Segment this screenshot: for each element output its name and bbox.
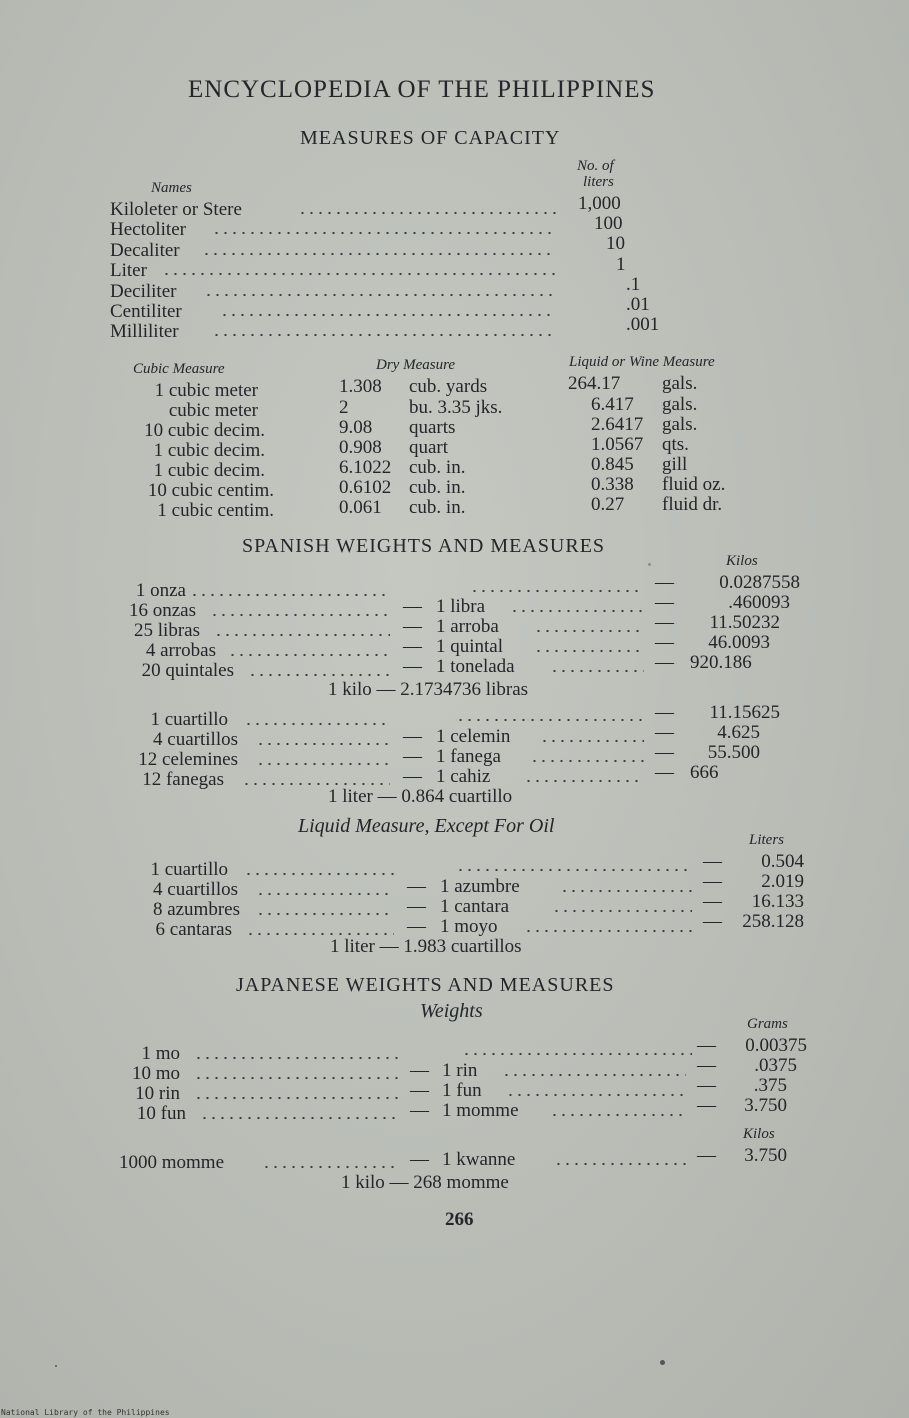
grams-header: Grams [747,1016,788,1032]
liquid-number: 6.417 [591,394,634,415]
footer-credit: National Library of the Philippines [1,1408,170,1417]
dash: — [655,592,674,613]
dry-measure-header: Dry Measure [376,357,456,373]
dash: — [403,656,422,677]
dry-unit: cub. in. [409,497,466,518]
leader-dots [210,613,390,617]
unit-left: 20 quintales [141,660,234,681]
dash: — [403,726,422,747]
paper-speck [648,563,651,566]
dry-number: 0.6102 [339,477,392,498]
dash: — [403,596,422,617]
liquid-unit: fluid dr. [662,494,723,515]
unit-value: 3.750 [744,1145,787,1166]
leader-dots [534,649,644,653]
leader-dots [248,673,390,677]
dry-number: 9.08 [339,417,373,438]
unit-left: 25 libras [134,620,200,641]
unit-right: 1 libra [436,596,486,617]
leader-dots [200,1116,398,1120]
paper-speck [55,1365,57,1367]
leader-dots [552,909,692,913]
unit-left: 1 cuartillo [150,859,228,880]
leader-dots [190,593,390,597]
leader-dots [162,272,556,276]
weights-subheading: Weights [420,1000,483,1022]
unit-value: 2.019 [761,871,804,892]
leader-dots [262,1165,398,1169]
unit-value: 4.625 [717,722,760,743]
unit-right: 1 kwanne [442,1149,516,1170]
dry-number: 6.1022 [339,457,392,478]
liters-header-line1: No. of [577,158,614,174]
unit-left: 16 onzas [128,600,196,621]
unit-left: 12 fanegas [142,769,224,790]
dry-number: 0.061 [339,497,382,518]
unit-value: 11.50232 [709,612,780,633]
unit-right: 1 fanega [436,746,501,767]
capacity-name: Liter [110,260,147,281]
capacity-name: Hectoliter [110,219,186,240]
liters-header: Liters [749,832,785,848]
cubic-cell: 1 cubic centim. [157,500,274,521]
unit-value: .375 [753,1075,787,1096]
capacity-value: .001 [626,314,660,335]
leader-dots [212,231,556,235]
dash: — [703,851,722,872]
capacity-name: Milliliter [110,321,179,342]
cubic-cell: 10 cubic centim. [147,480,274,501]
dash: — [407,916,426,937]
unit-right: 1 celemin [436,726,511,747]
leader-dots [524,929,692,933]
leader-dots [256,742,390,746]
capacity-value: .1 [626,274,641,295]
leader-dots [194,1096,398,1100]
dash: — [655,652,674,673]
leader-dots [298,211,556,215]
unit-value: 16.133 [751,891,804,912]
unit-value: 11.15625 [709,702,780,723]
unit-left: 12 celemines [138,749,238,770]
dash: — [403,616,422,637]
dash: — [655,612,674,633]
dry-unit: cub. yards [409,376,488,397]
liter-note: 1 liter — 0.864 cuartillo [328,786,513,807]
unit-left: 4 arrobas [145,640,216,661]
dash: — [697,1145,716,1166]
unit-right: 1 quintal [436,636,504,657]
unit-right: 1 cantara [440,896,510,917]
dash: — [697,1075,716,1096]
cubic-cell: cubic meter [168,400,258,421]
dash: — [655,742,674,763]
dry-unit: cub. in. [409,457,466,478]
leader-dots [214,633,390,637]
liters-header-line2: liters [583,174,614,190]
unit-left: 1 onza [135,580,186,601]
unit-value: 46.0093 [708,632,770,653]
dash: — [655,722,674,743]
dry-unit: quarts [409,417,456,438]
dash: — [697,1035,716,1056]
capacity-name: Centiliter [110,301,182,322]
kilos-header-japanese: Kilos [743,1126,775,1142]
unit-right: 1 arroba [436,616,499,637]
dash: — [407,896,426,917]
unit-value: 0.504 [761,851,804,872]
leader-dots [244,722,390,726]
capacity-name: Deciliter [110,281,177,302]
liquid-unit: gill [662,454,688,475]
unit-right: 1 rin [442,1060,478,1081]
unit-left: 4 cuartillos [153,729,238,750]
spanish-heading: SPANISH WEIGHTS AND MEASURES [242,535,606,557]
unit-value: .460093 [728,592,790,613]
capacity-value: 10 [606,233,625,254]
dry-unit: cub. in. [409,477,466,498]
unit-left: 1 cuartillo [150,709,228,730]
liquid-measure-heading: Liquid Measure, Except For Oil [298,815,555,837]
unit-left: 6 cantaras [155,919,232,940]
leader-dots [506,1093,686,1097]
dash: — [403,766,422,787]
dry-number: 2 [339,397,349,418]
capacity-name: Decaliter [110,240,180,261]
dash: — [697,1055,716,1076]
unit-value: 3.750 [744,1095,787,1116]
leader-dots [540,739,644,743]
leader-dots [194,1056,398,1060]
leader-dots [530,759,644,763]
unit-right: 1 cahiz [436,766,491,787]
cubic-cell: 10 cubic decim. [144,420,265,441]
leader-dots [560,889,692,893]
liquid-number: 0.27 [591,494,625,515]
cubic-cell: 1 cubic decim. [153,460,265,481]
leader-dots [534,629,644,633]
leader-dots [462,1052,692,1056]
leader-dots [550,1113,686,1117]
leader-dots [256,892,394,896]
unit-left: 10 rin [135,1083,180,1104]
liquid-unit: gals. [662,394,698,415]
cubic-measure-header: Cubic Measure [133,361,225,377]
leader-dots [194,1076,398,1080]
dash: — [403,636,422,657]
leader-dots [256,912,394,916]
cubic-cell: 1 cubic decim. [153,440,265,461]
page-number: 266 [445,1209,474,1230]
liquid-note: 1 liter — 1.983 cuartillos [330,936,522,957]
book-title: ENCYCLOPEDIA OF THE PHILIPPINES [188,76,656,103]
unit-left: 8 azumbres [152,899,240,920]
liquid-number: 1.0567 [591,434,644,455]
liquid-measure-header: Liquid or Wine Measure [569,354,715,370]
dash: — [655,762,674,783]
leader-dots [456,868,692,872]
capacity-value: .01 [626,294,650,315]
kilo-note: 1 kilo — 2.1734736 libras [328,679,529,700]
dry-unit: bu. 3.35 jks. [409,397,503,418]
dash: — [403,746,422,767]
leader-dots [456,718,644,722]
paper-speck [660,1360,665,1365]
leader-dots [502,1073,686,1077]
dash: — [703,871,722,892]
cubic-cell: 1 cubic meter [154,380,258,401]
capacity-value: 1,000 [578,193,621,214]
unit-right: 1 fun [442,1080,482,1101]
unit-left: 1000 momme [119,1152,225,1173]
japanese-kilo-note: 1 kilo — 268 momme [341,1172,509,1193]
leader-dots [510,609,644,613]
leader-dots [524,779,644,783]
dash: — [703,891,722,912]
dash: — [410,1080,429,1101]
liquid-unit: gals. [662,414,698,435]
dash: — [697,1095,716,1116]
liquid-number: 264.17 [568,373,621,394]
leader-dots [202,252,556,256]
unit-right: 1 moyo [440,916,498,937]
unit-value: 666 [690,762,719,783]
unit-value: 258.128 [742,911,804,932]
unit-value: 0.0287558 [719,572,800,593]
leader-dots [220,313,556,317]
unit-left: 4 cuartillos [153,879,238,900]
capacity-heading: MEASURES OF CAPACITY [300,127,561,149]
leader-dots [228,653,390,657]
dry-unit: quart [409,437,449,458]
capacity-value: 100 [594,213,623,234]
unit-left: 10 fun [136,1103,186,1124]
leader-dots [244,872,394,876]
japanese-heading: JAPANESE WEIGHTS AND MEASURES [236,974,615,996]
dry-number: 1.308 [339,376,382,397]
liquid-unit: fluid oz. [662,474,726,495]
capacity-value: 1 [616,254,626,275]
leader-dots [550,669,644,673]
unit-value: .0375 [754,1055,797,1076]
dash: — [703,911,722,932]
dash: — [655,572,674,593]
leader-dots [204,293,556,297]
leader-dots [256,762,390,766]
dash: — [655,632,674,653]
unit-left: 10 mo [131,1063,180,1084]
unit-value: 0.00375 [745,1035,807,1056]
dash: — [410,1060,429,1081]
unit-right: 1 momme [442,1100,519,1121]
dash: — [407,876,426,897]
leader-dots [212,333,556,337]
dry-number: 0.908 [339,437,382,458]
liquid-number: 0.845 [591,454,634,475]
unit-value: 55.500 [707,742,760,763]
names-header: Names [151,180,192,196]
leader-dots [470,589,644,593]
unit-right: 1 azumbre [440,876,520,897]
liquid-unit: qts. [662,434,689,455]
dash: — [410,1100,429,1121]
unit-value: 920.186 [690,652,752,673]
dash: — [410,1149,429,1170]
unit-right: 1 tonelada [436,656,515,677]
dash: — [655,702,674,723]
liquid-unit: gals. [662,373,698,394]
liquid-number: 0.338 [591,474,634,495]
capacity-name: Kiloleter or Stere [110,199,242,220]
kilos-header: Kilos [726,553,758,569]
unit-left: 1 mo [141,1043,180,1064]
liquid-number: 2.6417 [591,414,644,435]
